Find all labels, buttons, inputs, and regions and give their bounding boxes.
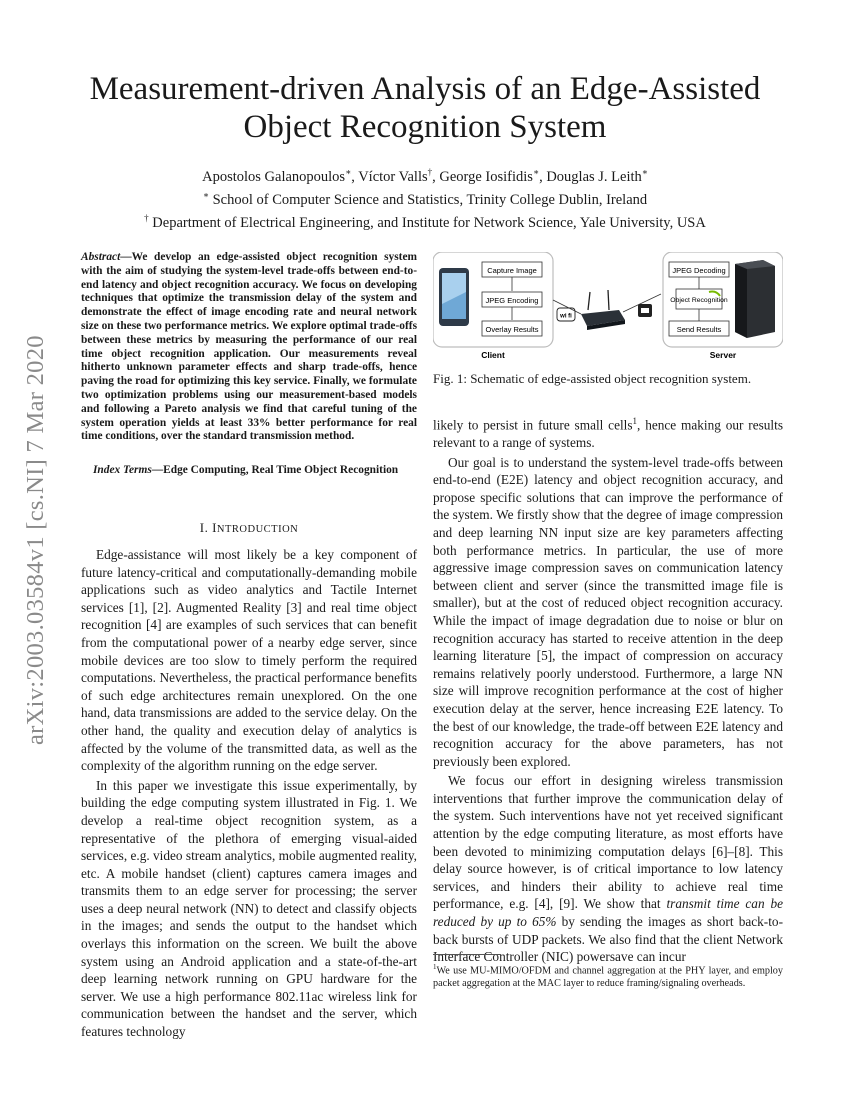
section-heading [81,520,417,536]
footnote-ref: 1 [632,416,638,426]
abstract [81,251,417,444]
right-column-body [433,413,783,966]
client-box-label: JPEG Encoding [485,296,539,305]
affiliation-1 [40,186,810,209]
footnote-mark: 1 [433,963,437,971]
paper-title [40,70,810,146]
affiliation-text: School of Computer Science and Statistics, Trinity College Dublin, Ireland [212,191,648,208]
section-title-initial: I [212,520,217,535]
affil-mark: † [144,212,149,223]
router-icon [581,290,625,330]
server-label: Server [709,350,737,360]
server-box-label: JPEG Decoding [672,266,726,275]
affiliation-text: Department of Electrical Engineering, and Institute for Network Science, Yale University, USA [152,214,706,231]
text-run: likely to persist in future small cells [433,417,633,433]
client-box-label: Capture Image [487,266,537,275]
title-line-2: Object Recognition System [243,109,607,145]
footnote-text: We use MU-MIMO/OFDM and channel aggregation at the PHY layer, and employ packet aggregation at the MAC layer to reduce framing/signaling overheads. [433,965,783,989]
paragraph: Edge-assistance will most likely be a key component of future latency-critical and computationally-demanding mobile applications such as video analytics and Tactile Internet services [1], [2]. Augmented Reality [3] and real time object recognition [4] are examples of such services that can benefit from the computational power of a nearby edge server, since mobile devices are too slow to timely perform the required computations. Nevertheless, the practical performance benefits of such edge architectures remain unexplored. On the one hand, data transmissions are added to the service delay. On the other hand, the quality and execution delay of analytics is affected by the volume of the transmitted data, as well as the complexity of the algorithm running on the edge server. [81,547,417,774]
figure-1-schematic [433,252,783,364]
left-column-body [81,546,417,1041]
section-title-rest: NTRODUCTION [216,524,299,535]
author-name: George Iosifidis [439,168,533,185]
abstract-label: Abstract [81,251,121,263]
smartphone-icon [439,268,469,326]
abstract-text: —We develop an edge-assisted object recognition system with the aim of studying the system-level trade-offs between end-to-end latency and object recognition accuracy. We focus on developing techniques that optimize the transmission delay of the system and demonstrate the effect of image encoding rate and neural network size on these two performance metrics. We explore optimal trade-offs between these metrics by measuring the performance of our real time object recognition application. Our measurements reveal hitherto unknown parameter effects and sharp trade-offs, hence paving the road for optimizing this key service. Finally, we formulate two optimization problems using our measurement-based models and following a Pareto analysis we find that careful tuning of the system operation yields at least 33% better performance for real time conditions, over the standard transmission method. [81,251,417,443]
affil-mark: ∗ [345,167,352,177]
client-box-label: Overlay Results [485,325,539,334]
text-run: , hence making our results relevant to a range of systems. [433,417,783,451]
paragraph: Our goal is to understand the system-level trade-offs between end-to-end (E2E) latency and object recognition accuracy, and propose specific solutions that can improve the performance of the system. We firstly show that the degree of image compression and deep learning NN input size are key parameters affecting both performance metrics. In particular, the use of more aggressive image compression saves on communication latency between client and server (since the transmitted image file is smaller), but at the cost of reduced object recognition accuracy. While the impact of image degradation due to noise or blur on recognition accuracy has started to receive attention in the deep learning literature [5], the impact of compression on accuracy remains relatively poorly understood. Furthermore, a large NN size will improve recognition performance at the cost of higher execution delay at the server, hence increasing E2E latency. To the best of our knowledge, the trade-off between E2E latency and recognition accuracy for the above parameters, has not previously been explored. [433,454,783,769]
index-terms-label: Index Terms [93,464,152,476]
emphasis-text: transmit time can be reduced by up to 65% [433,896,783,930]
author-name: Apostolos Galanopoulos [202,168,346,185]
title-line-1: Measurement-driven Analysis of an Edge-Assisted [89,71,761,107]
figure-caption: Fig. 1: Schematic of edge-assisted object recognition system. [433,371,752,386]
author-names: Apostolos Galanopoulos∗, Víctor Valls†, George Iosifidis∗, Douglas J. Leith∗ [202,167,648,185]
ethernet-icon [638,304,652,317]
wifi-label: wi fi [560,313,572,320]
author-name: Douglas J. Leith [546,168,642,185]
index-terms-text: —Edge Computing, Real Time Object Recognition [151,464,399,476]
server-box-label: Send Results [676,325,722,334]
paragraph [433,413,783,452]
arxiv-identifier: arXiv:2003.03584v1 [cs.NI] 7 Mar 2020 [22,335,49,745]
text-run: We focus our effort in designing wireless transmission interventions that further improve the communication delay of the system. Such interventions have not yet received significant attention by the edge computing literature, as most efforts have been devoted to minimizing computation delays [6]–[8]. This delay source however, is of critical importance to low latency services, and hinders their ability to achieve real time performance, e.g. [4], [9]. We show that [433,773,783,912]
text-run: by sending the images as short back-to-back bursts of UDP packets. We also find that the client Network Interface Controller (NIC) powersave can incur [433,914,783,965]
author-block [40,163,810,231]
affiliation-2 [40,209,810,232]
section-number: I. [199,520,209,535]
index-terms [81,464,417,476]
footnote-rule [433,954,501,955]
client-label: Client [481,350,505,360]
affil-mark: ∗ [202,189,209,200]
server-tower-icon [735,260,775,338]
paragraph: In this paper we investigate this issue experimentally, by building the edge computing system illustrated in Fig. 1. We develop a real-time object recognition system, as a representative of the plethora of emerging visual-aided services, e.g. video stream analytics, mobile augmented reality, etc. A mobile handset (client) captures camera images and transmits them to an edge server for processing; the server uses a deep neural network (NN) to detect and classify objects in the images; and sends the output to the handset which overlays this information on the screen. We built the above system using an Android application and a state-of-the-art deep learning network running on GPU hardware for the server. We use a high performance 802.11ac wireless link for communication between the handset and the server, which features technology [81,777,417,1040]
paragraph [433,772,783,966]
affil-mark: † [427,167,433,177]
footnote [433,961,783,990]
server-box-label: Object Recognition [670,297,728,304]
affil-mark: ∗ [532,167,540,177]
affil-mark: ∗ [641,167,648,177]
author-name: Víctor Valls [358,168,428,185]
